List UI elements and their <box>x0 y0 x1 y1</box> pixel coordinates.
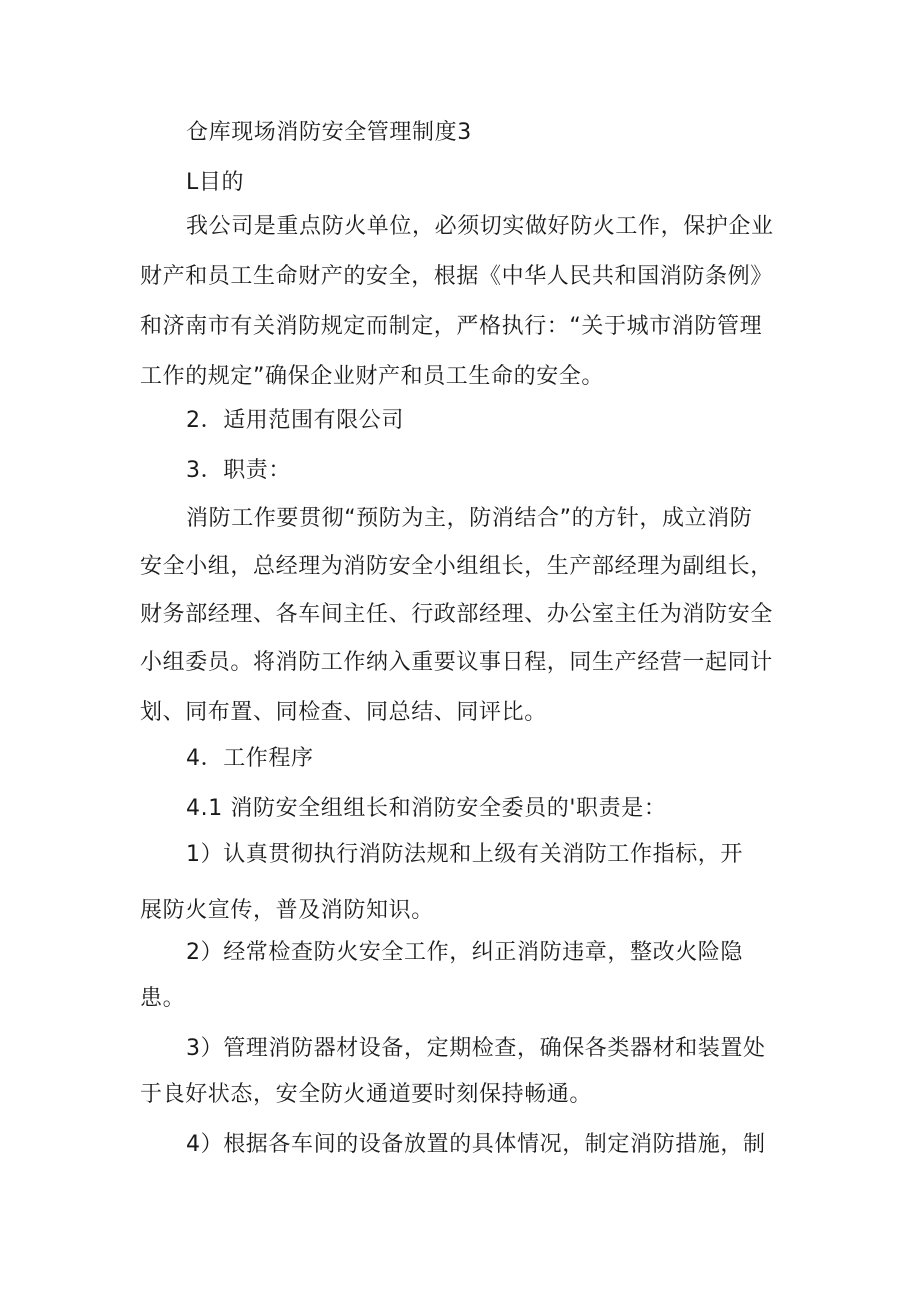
purpose-line-3: 和济南市有关消防规定而制定，严格执行：“关于城市消防管理 <box>140 314 763 339</box>
purpose-line-4: 工作的规定”确保企业财产和员工生命的安全。 <box>140 364 604 389</box>
duties-line-3: 财务部经理、各车间主任、行政部经理、办公室主任为消防安全 <box>140 602 773 627</box>
item-3-line-1: 3）管理消防器材设备，定期检查，确保各类器材和装置处 <box>186 1036 766 1061</box>
purpose-heading: L目的 <box>186 170 245 195</box>
procedure-subheading: 4.1 消防安全组组长和消防安全委员的'职责是： <box>186 796 667 821</box>
document-title: 仓库现场消防安全管理制度3 <box>186 120 472 145</box>
item-1-line-2: 展防火宣传，普及消防知识。 <box>140 898 434 923</box>
duties-line-2: 安全小组，总经理为消防安全小组组长，生产部经理为副组长， <box>140 554 773 579</box>
purpose-line-2: 财产和员工生命财产的安全，根据《中华人民共和国消防条例》 <box>140 264 773 289</box>
scope-line: 2．适用范围有限公司 <box>186 408 404 433</box>
purpose-line-1: 我公司是重点防火单位，必须切实做好防火工作，保护企业 <box>186 214 774 239</box>
item-2-line-2: 患。 <box>140 986 186 1011</box>
procedure-heading: 4．工作程序 <box>186 746 314 771</box>
duties-line-5: 划、同布置、同检查、同总结、同评比。 <box>140 700 547 725</box>
item-1-line-1: 1）认真贯彻执行消防法规和上级有关消防工作指标，开 <box>186 842 743 867</box>
item-3-line-2: 于良好状态，安全防火通道要时刻保持畅通。 <box>140 1082 593 1107</box>
item-2-line-1: 2）经常检查防火安全工作，纠正消防违章，整改火险隐 <box>186 940 743 965</box>
item-4-line-1: 4）根据各车间的设备放置的具体情况，制定消防措施，制 <box>186 1132 766 1157</box>
duties-line-4: 小组委员。将消防工作纳入重要议事日程，同生产经营一起同计 <box>140 650 773 675</box>
duties-line-1: 消防工作要贯彻“预防为主，防消结合”的方针，成立消防 <box>186 506 753 531</box>
duties-heading: 3．职责： <box>186 458 291 483</box>
